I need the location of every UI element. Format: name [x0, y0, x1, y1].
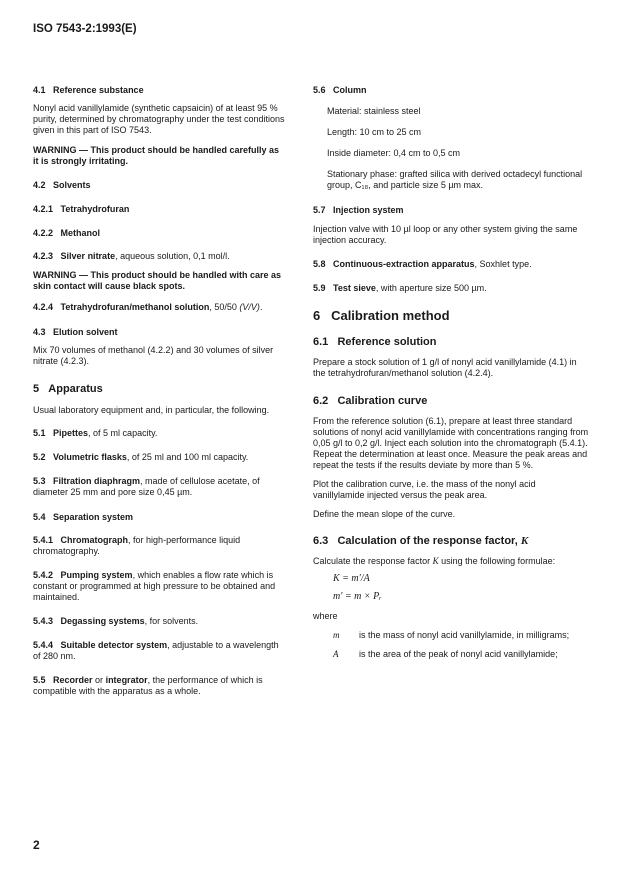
column-length: Length: 10 cm to 25 cm: [327, 127, 422, 137]
paragraph-4-2-4: 4.2.4 Tetrahydrofuran/methanol solution, 50/50 (V/V).: [33, 302, 263, 312]
paragraph-5-4-3: 5.4.3 Degassing systems, for solvents.: [33, 616, 199, 626]
paragraph-5-1: 5.1 Pipettes, of 5 ml capacity.: [33, 428, 158, 438]
heading-5-4: 5.4 Separation system: [33, 512, 134, 522]
paragraph-5-9: 5.9 Test sieve, with aperture size 500 µm.: [313, 283, 487, 293]
definition-a-text: is the area of the peak of nonyl acid vanillylamide;: [359, 649, 558, 659]
document-header: ISO 7543-2:1993(E): [33, 23, 137, 35]
formula-k: K = m′/A: [333, 573, 370, 584]
paragraph-5-2: 5.2 Volumetric flasks, of 25 ml and 100 ml capacity.: [33, 452, 249, 462]
page-number: 2: [33, 838, 40, 852]
column-diameter: Inside diameter: 0,4 cm to 0,5 cm: [327, 148, 461, 158]
paragraph-5-5: 5.5 Recorder or integrator, the performance of which is compatible with the apparatus as a whole.: [33, 675, 263, 696]
definition-a: [313, 649, 589, 660]
paragraph-5-4-1: 5.4.1 Chromatograph, for high-performance liquid chromatography.: [33, 535, 241, 556]
left-column: [33, 84, 287, 697]
heading-4-2-1: 4.2.1 Tetrahydrofuran: [33, 204, 130, 214]
paragraph-6-2-b: Plot the calibration curve, i.e. the mass of the nonyl acid vanillylamide injected versus the peak area.: [313, 479, 536, 500]
heading-4-1: 4.1 Reference substance: [33, 85, 144, 95]
paragraph-5-8: 5.8 Continuous-extraction apparatus, Soxhlet type.: [313, 259, 532, 269]
paragraph-5-4-4: 5.4.4 Suitable detector system, adjustable to a wavelength of 280 nm.: [33, 640, 279, 661]
formula-m-prime: m′ = m × Pᵣ: [333, 591, 382, 602]
paragraph-6-2-a: From the reference solution (6.1), prepare at least three standard solutions of nonyl acid vanillylamide with concentrations ranging from 0,05 g/l to 0,2 g/l. Inject each solution into the chromatograph (5.4.1). Repeat the determination at least once. Measure the peak areas and repeat the tests if the results deviate by more than 5 %.: [313, 416, 589, 470]
warning-4-1: WARNING — This product should be handled carefully as it is strongly irritating.: [33, 145, 280, 166]
column-stationary-phase: Stationary phase: grafted silica with derived octadecyl functional group, C₁₈, and particle size 5 µm max.: [327, 169, 583, 190]
heading-5-6: 5.6 Column: [313, 85, 367, 95]
where-label: where: [313, 611, 338, 621]
warning-4-2-3: WARNING — This product should be handled with care as skin contact will cause black spots.: [33, 270, 282, 291]
heading-5-7: 5.7 Injection system: [313, 205, 404, 215]
heading-6-2: 6.2 Calibration curve: [313, 395, 428, 407]
paragraph-5: Usual laboratory equipment and, in particular, the following.: [33, 405, 270, 415]
heading-4-2: 4.2 Solvents: [33, 180, 91, 190]
heading-4-3: 4.3 Elution solvent: [33, 327, 118, 337]
paragraph-5-7: Injection valve with 10 µl loop or any other system giving the same injection accuracy.: [313, 224, 578, 245]
paragraph-6-2-c: Define the mean slope of the curve.: [313, 509, 456, 519]
heading-6-1: 6.1 Reference solution: [313, 336, 437, 348]
definition-m-text: is the mass of nonyl acid vanillylamide, in milligrams;: [359, 630, 570, 640]
definition-m: [313, 630, 589, 641]
right-column: [313, 84, 589, 660]
heading-4-2-2: 4.2.2 Methanol: [33, 228, 101, 238]
paragraph-5-3: 5.3 Filtration diaphragm, made of cellulose acetate, of diameter 25 mm and pore size 0,45 µm.: [33, 476, 260, 497]
column-material: Material: stainless steel: [327, 106, 421, 116]
heading-6: 6 Calibration method: [313, 308, 450, 323]
paragraph-6-3: Calculate the response factor K using the following formulae:: [313, 556, 556, 566]
heading-5: 5 Apparatus: [33, 383, 103, 395]
paragraph-4-2-3: 4.2.3 Silver nitrate, aqueous solution, 0,1 mol/l.: [33, 251, 230, 261]
paragraph-4-3: Mix 70 volumes of methanol (4.2.2) and 30 volumes of silver nitrate (4.2.3).: [33, 345, 274, 366]
symbol-a: A: [333, 649, 339, 659]
paragraph-5-4-2: 5.4.2 Pumping system, which enables a flow rate which is constant or programmed at high pressure to be obtained and maintained.: [33, 570, 276, 602]
paragraph-6-1: Prepare a stock solution of 1 g/l of nonyl acid vanillylamide (4.1) in the tetrahydrofuran/methanol solution (4.2.4).: [313, 357, 577, 378]
paragraph-4-1: Nonyl acid vanillylamide (synthetic capsaicin) of at least 95 % purity, determined by chromatography under the test conditions given in this part of ISO 7543.: [33, 103, 285, 135]
heading-6-3: 6.3 Calculation of the response factor, K: [313, 535, 529, 547]
symbol-m: m: [333, 630, 340, 640]
